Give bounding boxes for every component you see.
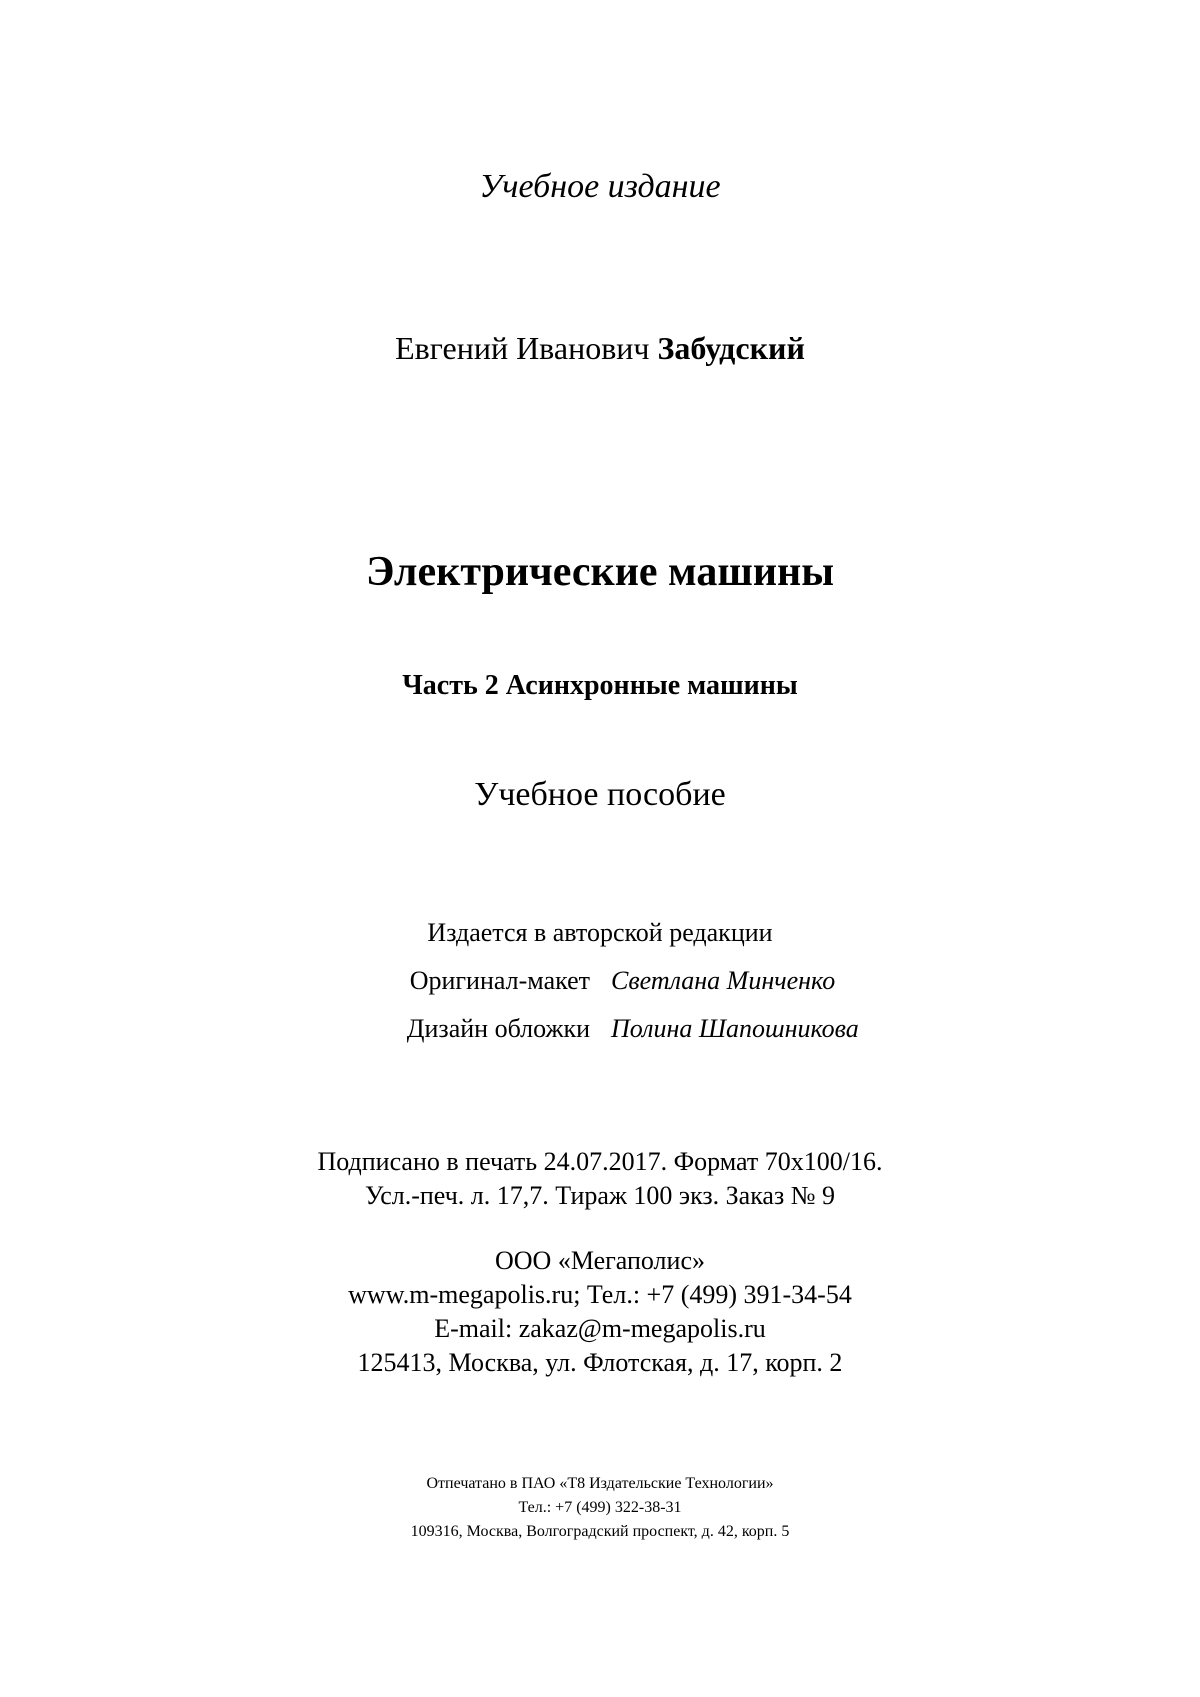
imprint-print-date: Подписано в печать 24.07.2017. Формат 70х100/16.	[317, 1147, 883, 1176]
book-kind: Учебное пособие	[474, 776, 726, 813]
printer-phone: Тел.: +7 (499) 322-38-31	[518, 1499, 682, 1516]
credit-person: Полина Шапошникова	[611, 1014, 859, 1043]
publisher-address: 125413, Москва, ул. Флотская, д. 17, корп. 2	[357, 1348, 843, 1377]
edition-note: Издается в авторской редакции	[427, 918, 773, 947]
printer-name: Отпечатано в ПАО «Т8 Издательские Технологии»	[426, 1475, 774, 1492]
publisher-email: E-mail: zakaz@m-megapolis.ru	[434, 1314, 766, 1343]
printer-address: 109316, Москва, Волгоградский проспект, д. 42, корп. 5	[410, 1523, 790, 1540]
author-surname: Забудский	[657, 330, 805, 366]
author-name	[0, 330, 1200, 367]
author-given-names: Евгений Иванович	[395, 330, 650, 366]
publisher-name: ООО «Мегаполис»	[494, 1246, 705, 1275]
edition-type: Учебное издание	[479, 168, 721, 205]
imprint-print-run: Усл.-печ. л. 17,7. Тираж 100 экз. Заказ № 9	[364, 1181, 836, 1210]
book-subtitle: Часть 2 Асинхронные машины	[402, 670, 798, 701]
book-title: Электрические машины	[365, 549, 835, 595]
credit-person: Светлана Минченко	[611, 966, 836, 995]
publisher-contacts: www.m-megapolis.ru; Тел.: +7 (499) 391-34-54	[348, 1280, 852, 1309]
credit-role: Дизайн обложки	[406, 1014, 590, 1043]
credit-role: Оригинал-макет	[409, 966, 590, 995]
